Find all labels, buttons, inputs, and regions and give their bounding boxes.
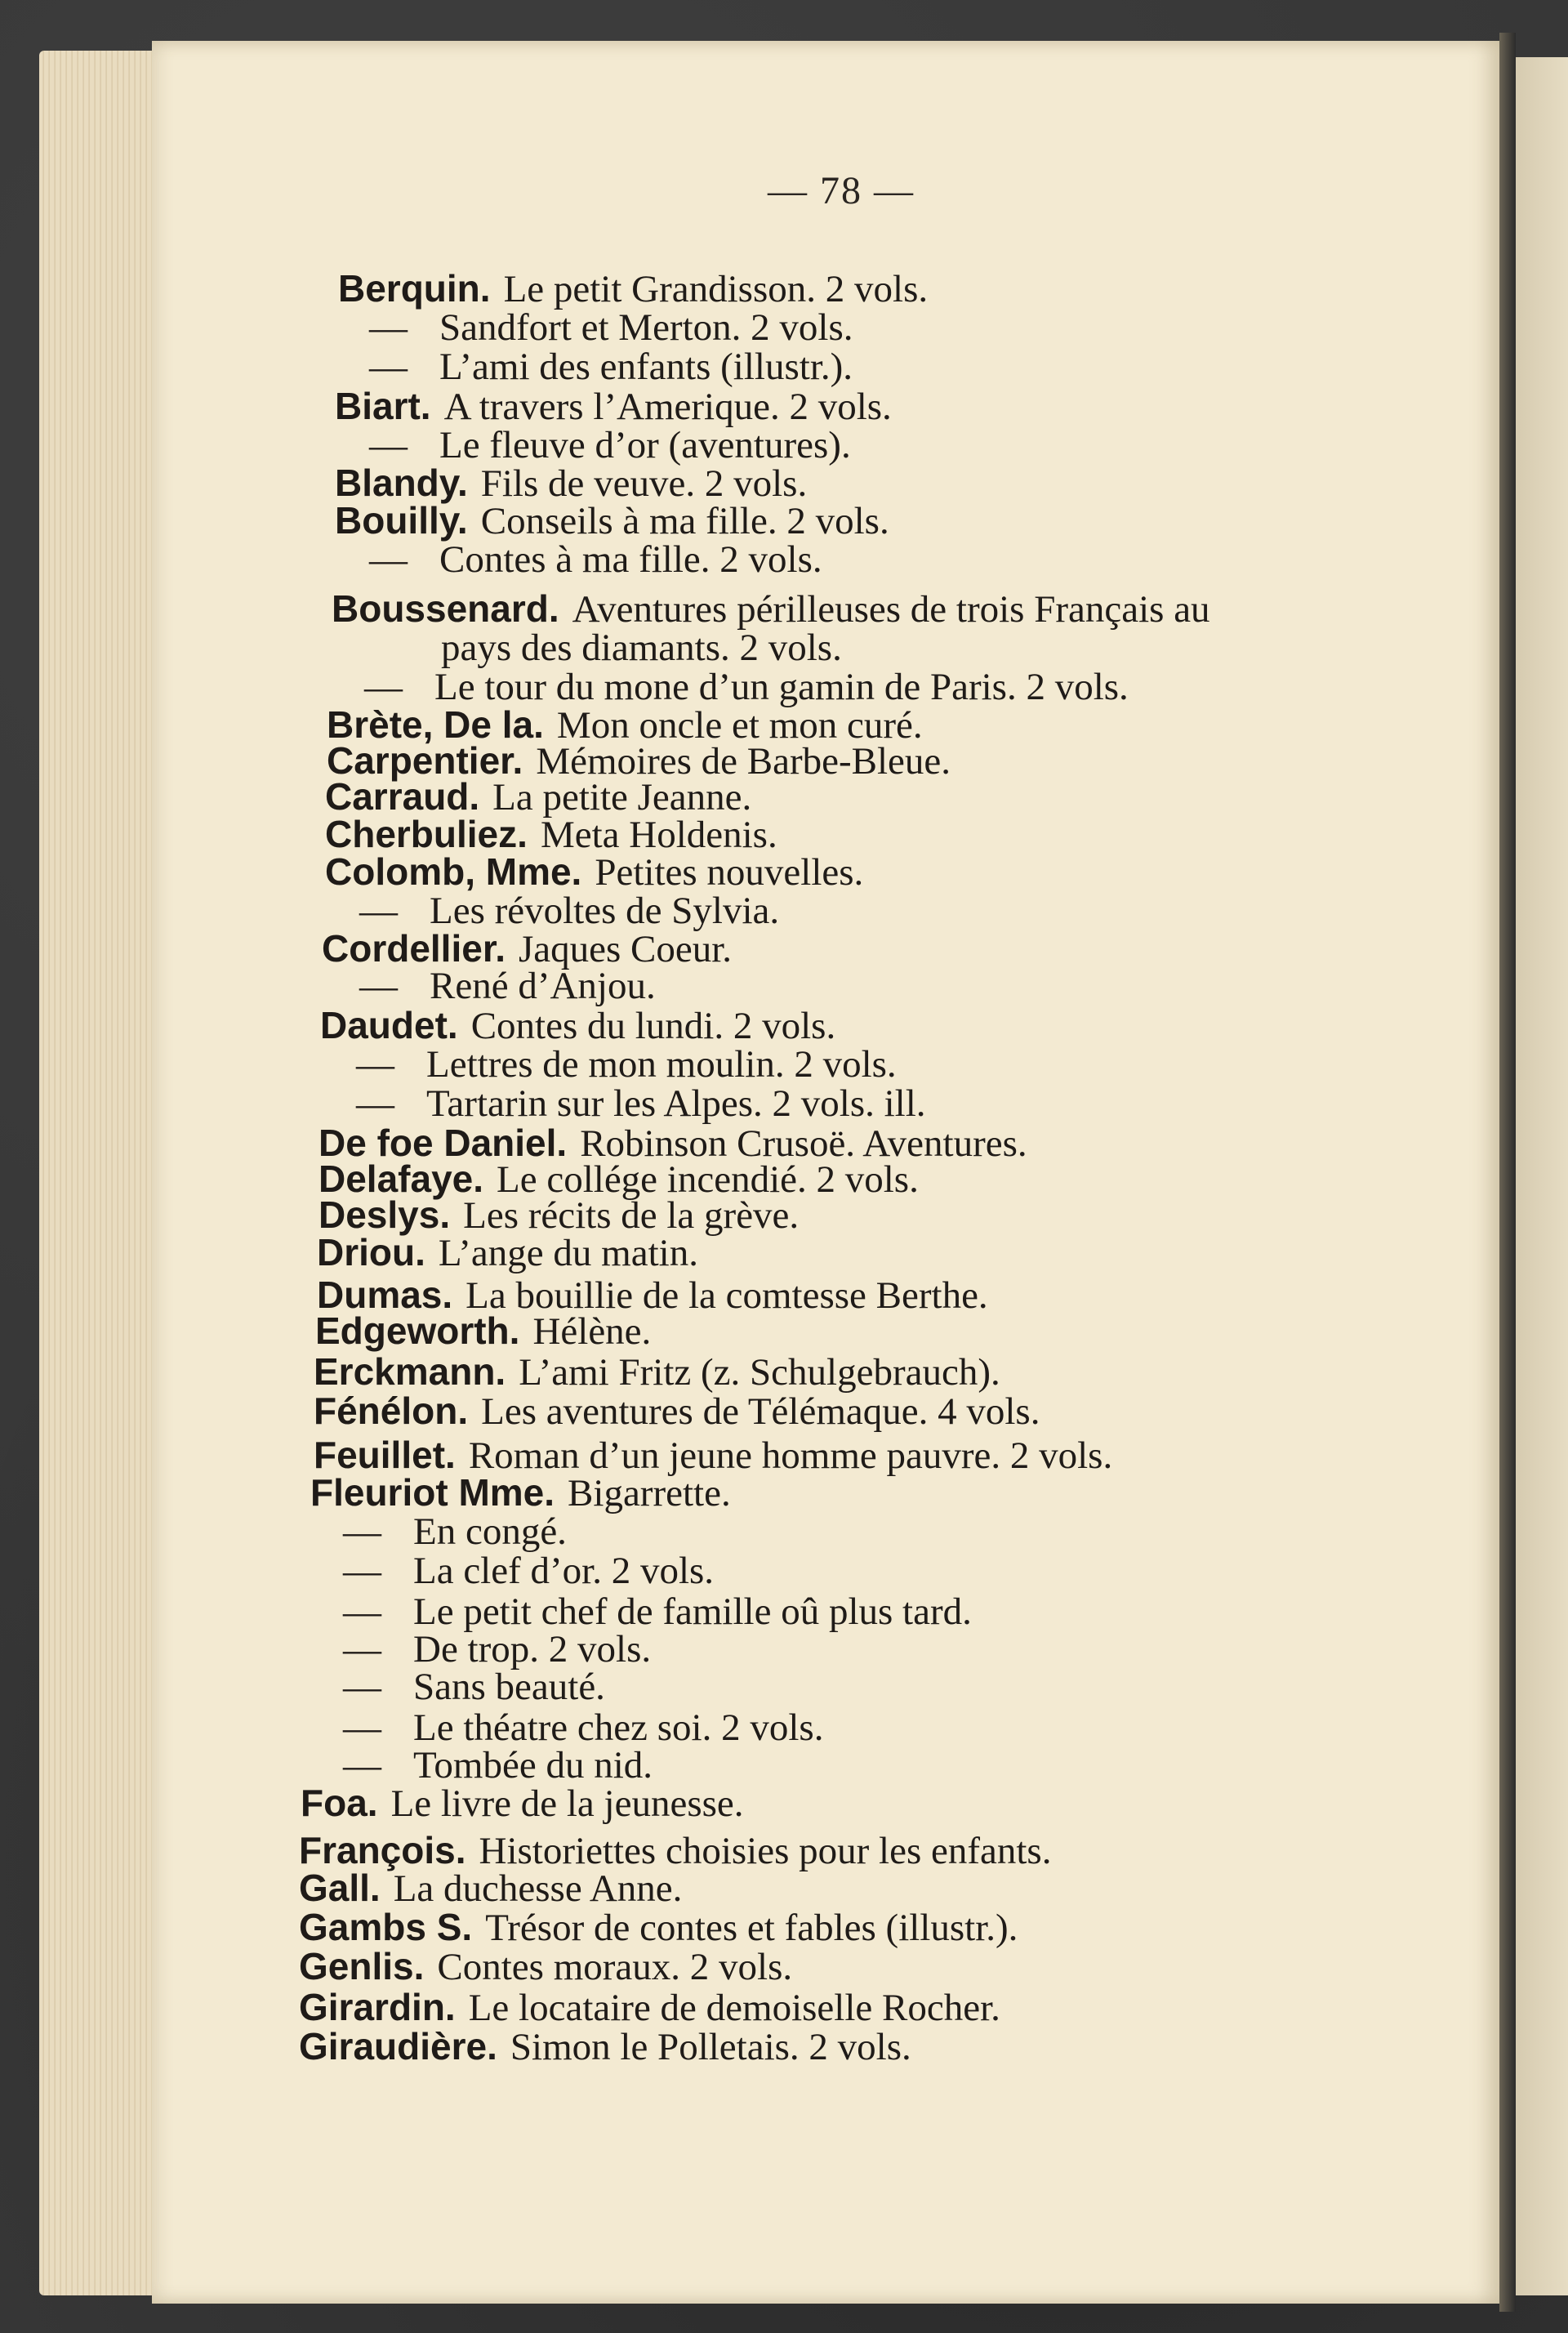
list-item	[356, 1082, 926, 1125]
list-item	[335, 499, 889, 542]
list-item	[335, 387, 892, 426]
entry-author: Boussenard.	[332, 587, 559, 630]
entry-title: L’ange du matin.	[438, 1232, 698, 1274]
list-item	[343, 1590, 972, 1633]
entry-author: Fénélon.	[314, 1390, 469, 1432]
entry-title: Le petit Grandisson. 2 vols.	[503, 268, 929, 310]
ditto-dash: —	[356, 1082, 394, 1125]
ditto-dash: —	[343, 1666, 381, 1708]
ditto-dash: —	[343, 1706, 381, 1749]
entry-title: En congé.	[413, 1510, 567, 1553]
entry-title: Lettres de mon moulin. 2 vols.	[426, 1043, 897, 1086]
entry-author: Erckmann.	[314, 1350, 506, 1393]
list-item	[369, 348, 853, 386]
entry-title: Tartarin sur les Alpes. 2 vols. ill.	[426, 1082, 926, 1125]
ditto-dash: —	[369, 346, 408, 388]
list-item	[299, 1831, 1051, 1871]
entry-author: Genlis.	[299, 1945, 425, 1987]
entry-author: Feuillet.	[314, 1434, 456, 1476]
list-item	[359, 892, 779, 930]
entry-author: Delafaye.	[318, 1158, 484, 1200]
entry-author: Gambs S.	[299, 1906, 473, 1948]
list-item	[359, 967, 656, 1006]
entry-title: Bigarrette.	[568, 1472, 731, 1514]
list-item	[299, 1908, 1018, 1947]
entry-author: Carraud.	[325, 775, 480, 818]
entry-title: Les récits de la grève.	[463, 1194, 800, 1237]
facing-page-edge	[1516, 57, 1568, 2295]
ditto-dash: —	[343, 1744, 381, 1787]
list-item	[343, 1510, 567, 1553]
entry-title: Petites nouvelles.	[595, 851, 864, 894]
entry-title: Fils de veuve. 2 vols.	[480, 462, 808, 505]
list-item	[322, 927, 733, 970]
entry-title: Le collége incendié. 2 vols.	[497, 1158, 919, 1201]
entry-author: Brète, De la.	[327, 703, 544, 746]
entry-title: René d’Anjou.	[430, 965, 656, 1007]
list-item	[343, 1706, 824, 1749]
entry-title: Conseils à ma fille. 2 vols.	[480, 500, 889, 542]
entry-title: Contes du lundi. 2 vols.	[470, 1005, 836, 1047]
list-item	[356, 1043, 897, 1086]
entry-author: Biart.	[335, 385, 431, 427]
entry-title: Le fleuve d’or (aventures).	[439, 424, 851, 466]
entry-author: Cordellier.	[322, 927, 506, 970]
ditto-dash: —	[343, 1590, 381, 1633]
list-item	[318, 1193, 800, 1237]
entry-title: La bouillie de la comtesse Berthe.	[466, 1274, 988, 1317]
entry-title: Les révoltes de Sylvia.	[430, 890, 780, 932]
list-item	[332, 587, 1210, 631]
entry-title: Tombée du nid.	[413, 1744, 653, 1787]
entry-title: Roman d’un jeune homme pauvre. 2 vols.	[468, 1434, 1113, 1477]
entry-title: Sans beauté.	[413, 1666, 605, 1708]
entry-author: Cherbuliez.	[325, 813, 528, 855]
ditto-dash: —	[343, 1550, 381, 1592]
entry-title: Mémoires de Barbe-Bleue.	[536, 740, 951, 783]
entry-author: Berquin.	[338, 267, 491, 310]
list-item	[325, 775, 752, 819]
list-item	[314, 1392, 1040, 1431]
entry-author: Blandy.	[335, 462, 468, 504]
ditto-dash: —	[356, 1043, 394, 1086]
ditto-dash: —	[369, 306, 408, 349]
ditto-dash: —	[359, 965, 398, 1007]
page-number: — 78 —	[768, 169, 915, 212]
entry-author: Giraudière.	[299, 2025, 497, 2068]
page-edges	[39, 51, 162, 2295]
list-item	[299, 2027, 911, 2067]
entry-title: Simon le Polletais. 2 vols.	[510, 2026, 911, 2068]
entry-author: Fleuriot Mme.	[310, 1471, 555, 1514]
entry-title: La duchesse Anne.	[393, 1867, 683, 1910]
entry-title: La petite Jeanne.	[492, 776, 752, 819]
list-item	[325, 815, 777, 854]
entry-title: Le locataire de demoiselle Rocher.	[468, 1987, 1000, 2029]
entry-title: Aventures périlleuses de trois Français au	[572, 588, 1210, 631]
list-item	[325, 850, 864, 894]
entry-author: François.	[299, 1829, 466, 1871]
entry-title: L’ami Fritz (z. Schulgebrauch).	[519, 1351, 1000, 1394]
list-item	[369, 426, 851, 465]
ditto-dash: —	[343, 1510, 381, 1553]
list-item	[310, 1471, 731, 1514]
entry-title: Robinson Crusoë. Aventures.	[580, 1122, 1027, 1165]
list-item	[343, 1630, 651, 1669]
ditto-dash: —	[369, 424, 408, 466]
list-item	[320, 1006, 835, 1046]
ditto-dash: —	[343, 1628, 381, 1671]
entry-title: Le théatre chez soi. 2 vols.	[413, 1706, 824, 1749]
entry-author: Daudet.	[320, 1004, 458, 1046]
entry-author: Bouilly.	[335, 499, 468, 542]
entry-title: pays des diamants. 2 vols.	[441, 627, 842, 669]
list-item	[299, 1947, 792, 1987]
entry-title: L’ami des enfants (illustr.).	[439, 346, 853, 388]
list-item	[369, 306, 853, 349]
entry-title: Trésor de contes et fables (illustr.).	[485, 1907, 1018, 1949]
entry-title: Contes moraux. 2 vols.	[437, 1946, 793, 1988]
entry-author: Colomb, Mme.	[325, 850, 582, 893]
entry-title: Les aventures de Télémaque. 4 vols.	[481, 1390, 1040, 1433]
list-item	[315, 1309, 652, 1353]
entry-title: Hélène.	[532, 1310, 652, 1353]
entry-author: Driou.	[317, 1231, 425, 1274]
entry-title: A travers l’Amerique. 2 vols.	[443, 386, 892, 428]
list-item	[343, 1746, 653, 1785]
entry-author: Girardin.	[299, 1986, 456, 2028]
entry-title: Le petit chef de famille oû plus tard.	[413, 1590, 972, 1633]
entry-author: Edgeworth.	[315, 1309, 520, 1352]
entry-title: Mon oncle et mon curé.	[556, 704, 923, 747]
list-item	[364, 668, 1129, 707]
entry-author: Deslys.	[318, 1193, 451, 1236]
ditto-dash: —	[369, 538, 408, 581]
list-item	[335, 464, 807, 503]
entry-title: Le tour du mone d’un gamin de Paris. 2 vols.	[434, 666, 1129, 708]
entry-title: La clef d’or. 2 vols.	[413, 1550, 715, 1592]
entry-title: Contes à ma fille. 2 vols.	[439, 538, 822, 581]
ditto-dash: —	[364, 666, 403, 708]
list-item	[338, 267, 929, 310]
entry-title: Le livre de la jeunesse.	[390, 1782, 744, 1825]
list-item	[299, 1869, 682, 1908]
entry-author: De foe Daniel.	[318, 1122, 568, 1164]
list-item	[317, 1233, 698, 1273]
entry-title: Meta Holdenis.	[540, 814, 777, 856]
list-item	[343, 1668, 605, 1706]
entry-title: Sandfort et Merton. 2 vols.	[439, 306, 853, 349]
entry-title: De trop. 2 vols.	[413, 1628, 652, 1671]
list-item	[314, 1350, 1000, 1394]
entry-author: Gall.	[299, 1867, 381, 1909]
entry-author: Foa.	[301, 1782, 378, 1824]
list-item	[301, 1784, 744, 1823]
list-item	[299, 1988, 1000, 2027]
entry-title: Jaques Coeur.	[518, 928, 733, 970]
list-item	[314, 1436, 1112, 1475]
list-item	[441, 629, 842, 667]
book-gutter	[1499, 33, 1516, 2312]
list-item	[369, 538, 822, 581]
list-item	[343, 1552, 714, 1590]
entry-author: Carpentier.	[327, 739, 523, 782]
ditto-dash: —	[359, 890, 398, 932]
entry-author: Dumas.	[317, 1274, 453, 1316]
entry-title: Historiettes choisies pour les enfants.	[479, 1830, 1052, 1872]
